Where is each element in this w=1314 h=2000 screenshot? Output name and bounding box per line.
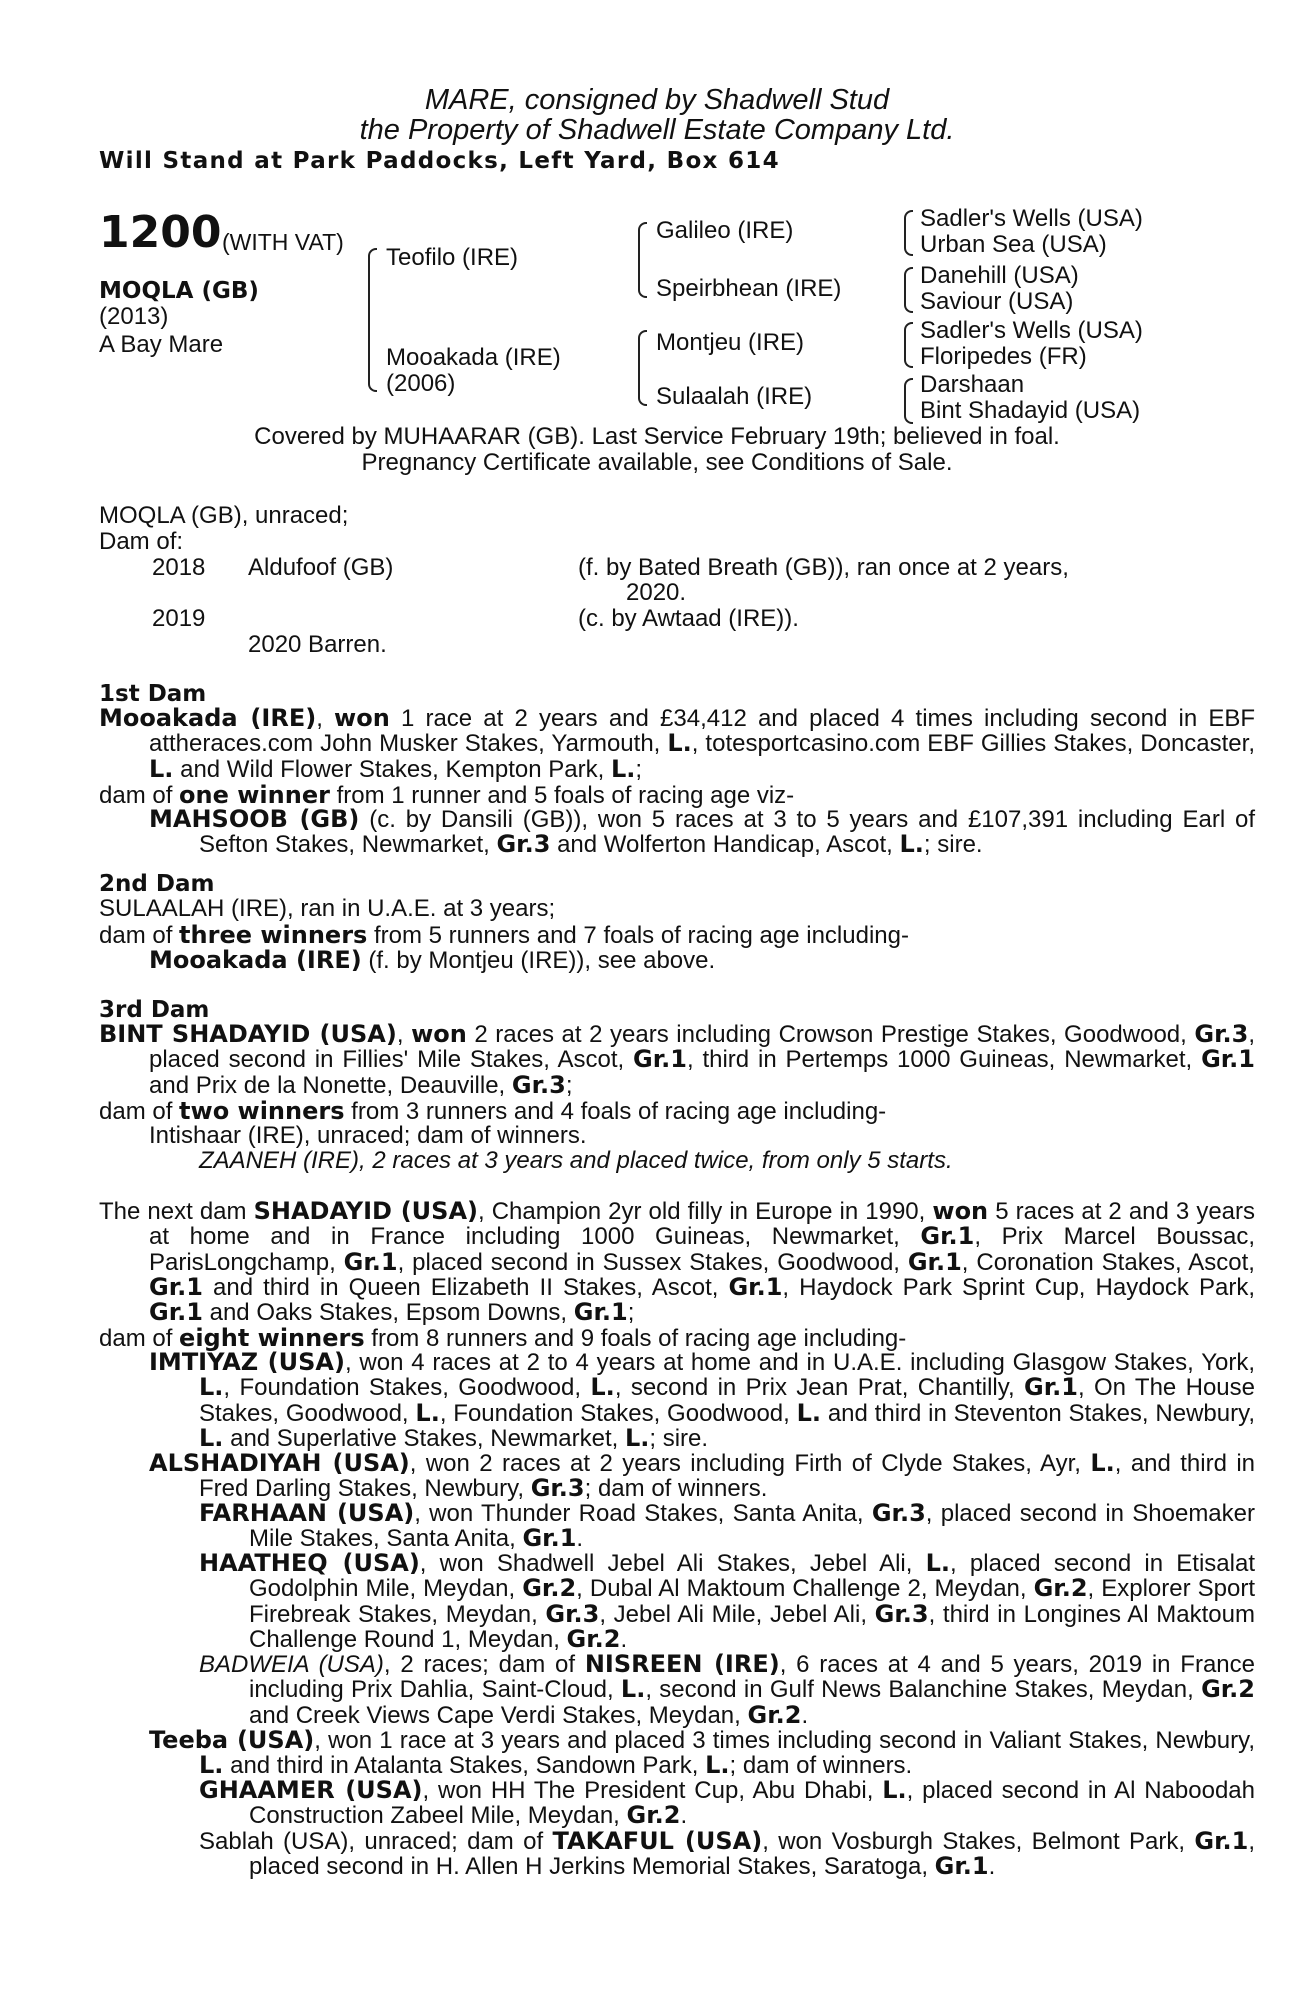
produce-dam-of: Dam of: bbox=[99, 528, 184, 555]
section-heading-3rd-dam: 3rd Dam bbox=[99, 997, 210, 1023]
pedigree-sire: Teofilo (IRE) bbox=[386, 244, 519, 271]
pedigree-ddd: Bint Shadayid (USA) bbox=[920, 397, 1141, 424]
lot-number: 1200 bbox=[99, 207, 222, 258]
dam1-produce-summary: dam of one winner from 1 runner and 5 foals of racing age viz- bbox=[99, 781, 795, 809]
next-dam-produce-summary: dam of eight winners from 8 runners and 9 foals of racing age including- bbox=[99, 1324, 907, 1352]
dam2-offspring-mooakada: Mooakada (IRE) (f. by Montjeu (IRE)), see above. bbox=[149, 946, 716, 974]
offspring-ghaamer: GHAAMER (USA), won HH The President Cup, Abu Dhabi, L., placed second in Al Naboodah Construction Zabeel Mile, Meydan, Gr.2. bbox=[199, 1776, 1255, 1830]
horse-name: MOQLA (GB) bbox=[99, 278, 259, 304]
pedigree-dds: Darshaan bbox=[920, 371, 1025, 398]
pedigree-bracket bbox=[904, 267, 913, 313]
offspring-imtiyaz: IMTIYAZ (USA), won 4 races at 2 to 4 years at home and in U.A.E. including Glasgow Stakes, York, L., Foundation Stakes, Goodwood, L., second in Prix Jean Prat, Chantilly, Gr.1, On The House Stakes, Goodwood, L., Foundation Stakes, Goodwood, L. and third in Steventon Stakes, Newbury, L. and Superlative Stakes, Newmarket, L.; sire. bbox=[149, 1348, 1256, 1452]
pedigree-dam: Mooakada (IRE) bbox=[386, 344, 561, 371]
pedigree-dsd: Floripedes (FR) bbox=[920, 343, 1087, 370]
pedigree-bracket bbox=[638, 330, 647, 406]
pedigree-sire-sire: Galileo (IRE) bbox=[656, 217, 794, 244]
pedigree-sire-dam: Speirbhean (IRE) bbox=[656, 275, 842, 302]
produce-note-2018: (f. by Bated Breath (GB)), ran once at 2 years, bbox=[578, 554, 1069, 581]
dam3-offspring-intishaar: Intishaar (IRE), unraced; dam of winners. bbox=[149, 1122, 587, 1149]
covered-line-1: Covered by MUHAARAR (GB). Last Service February 19th; believed in foal. bbox=[254, 423, 1060, 450]
horse-year: (2013) bbox=[99, 303, 169, 330]
pedigree-bracket bbox=[904, 322, 913, 368]
dam3-produce-summary: dam of two winners from 3 runners and 4 foals of racing age including- bbox=[99, 1097, 887, 1125]
header-line-1: MARE, consigned by Shadwell Stud bbox=[424, 84, 890, 116]
pedigree-dam-dam: Sulaalah (IRE) bbox=[656, 383, 813, 410]
pedigree-dam-sire: Montjeu (IRE) bbox=[656, 329, 805, 356]
pedigree-ssd: Urban Sea (USA) bbox=[920, 231, 1107, 258]
next-dam-record: The next dam SHADAYID (USA), Champion 2yr old filly in Europe in 1990, won 5 races at 2 and 3 years at home and in France including 1000 Guineas, Newmarket, Gr.1, Prix Marcel Boussac, ParisLongchamp, Gr.1, placed second in Sussex Stakes, Goodwood, Gr.1, Coronation Stakes, Ascot, Gr.1 and third in Queen Elizabeth II Stakes, Ascot, Gr.1, Haydock Park Sprint Cup, Haydock Park, Gr.1 and Oaks Stakes, Epsom Downs, Gr.1; bbox=[99, 1197, 1255, 1327]
offspring-alshadiyah: ALSHADIYAH (USA), won 2 races at 2 years including Firth of Clyde Stakes, Ayr, L., and third in Fred Darling Stakes, Newbury, Gr.3; dam of winners. bbox=[149, 1449, 1256, 1503]
offspring-farhaan: FARHAAN (USA), won Thunder Road Stakes, Santa Anita, Gr.3, placed second in Shoemaker Mile Stakes, Santa Anita, Gr.1. bbox=[199, 1499, 1255, 1553]
produce-year-2018: 2018 bbox=[152, 554, 206, 581]
covered-line-2: Pregnancy Certificate available, see Conditions of Sale. bbox=[361, 449, 953, 476]
produce-barren: 2020 Barren. bbox=[248, 631, 387, 658]
offspring-haatheq: HAATHEQ (USA), won Shadwell Jebel Ali Stakes, Jebel Ali, L., placed second in Etisalat Godolphin Mile, Meydan, Gr.2, Dubal Al Maktoum Challenge 2, Meydan, Gr.2, Explorer Sport Firebreak Stakes, Meydan, Gr.3, Jebel Ali Mile, Jebel Ali, Gr.3, third in Longines Al Maktoum Challenge Round 1, Meydan, Gr.2. bbox=[199, 1549, 1255, 1653]
dam3-record: BINT SHADAYID (USA), won 2 races at 2 years including Crowson Prestige Stakes, Goodwood, Gr.3, placed second in Fillies' Mile Stakes, Ascot, Gr.1, third in Pertemps 1000 Guineas, Newmarket, Gr.1 and Prix de la Nonette, Deauville, Gr.3; bbox=[99, 1020, 1255, 1099]
offspring-badweia: BADWEIA (USA), 2 races; dam of NISREEN (IRE), 6 races at 4 and 5 years, 2019 in France including Prix Dahlia, Saint-Cloud, L., second in Gulf News Balanchine Stakes, Meydan, Gr.2 and Creek Views Cape Verdi Stakes, Meydan, Gr.2. bbox=[199, 1650, 1255, 1729]
produce-intro: MOQLA (GB), unraced; bbox=[99, 502, 349, 529]
dam3-offspring-zaaneh: ZAANEH (IRE), 2 races at 3 years and placed twice, from only 5 starts. bbox=[199, 1147, 953, 1174]
offspring-sablah: Sablah (USA), unraced; dam of TAKAFUL (USA), won Vosburgh Stakes, Belmont Park, Gr.1, placed second in H. Allen H Jerkins Memorial Stakes, Saratoga, Gr.1. bbox=[199, 1827, 1256, 1881]
vat-label: (WITH VAT) bbox=[222, 229, 344, 255]
offspring-teeba: Teeba (USA), won 1 race at 3 years and placed 3 times including second in Valiant Stakes, Newbury, L. and third in Atalanta Stakes, Sandown Park, L.; dam of winners. bbox=[149, 1726, 1255, 1780]
pedigree-bracket bbox=[638, 222, 647, 298]
pedigree-sss: Sadler's Wells (USA) bbox=[920, 205, 1143, 232]
dam1-offspring-mahsoob: MAHSOOB (GB) (c. by Dansili (GB)), won 5 races at 3 to 5 years and £107,391 including Earl of Sefton Stakes, Newmarket, Gr.3 and Wolferton Handicap, Ascot, L.; sire. bbox=[149, 805, 1255, 859]
pedigree-sds: Danehill (USA) bbox=[920, 262, 1079, 289]
pedigree-dss: Sadler's Wells (USA) bbox=[920, 317, 1143, 344]
section-heading-1st-dam: 1st Dam bbox=[99, 681, 207, 707]
dam1-record: Mooakada (IRE), won 1 race at 2 years and £34,412 and placed 4 times including second in EBF attheraces.com John Musker Stakes, Yarmouth, L., totesportcasino.com EBF Gillies Stakes, Doncaster, L. and Wild Flower Stakes, Kempton Park, L.; bbox=[99, 704, 1256, 783]
dam2-produce-summary: dam of three winners from 5 runners and 7 foals of racing age including- bbox=[99, 921, 909, 949]
header-line-2: the Property of Shadwell Estate Company Ltd. bbox=[359, 114, 955, 146]
header-line-3: Will Stand at Park Paddocks, Left Yard, Box 614 bbox=[99, 148, 780, 174]
pedigree-bracket bbox=[368, 248, 377, 392]
section-heading-2nd-dam: 2nd Dam bbox=[99, 871, 215, 897]
pedigree-bracket bbox=[904, 210, 913, 256]
produce-name-2018: Aldufoof (GB) bbox=[248, 554, 394, 581]
pedigree-sdd: Saviour (USA) bbox=[920, 288, 1074, 315]
pedigree-dam-year: (2006) bbox=[386, 370, 456, 397]
dam2-record: SULAALAH (IRE), ran in U.A.E. at 3 years; bbox=[99, 895, 556, 922]
produce-year-2019: 2019 bbox=[152, 605, 206, 632]
pedigree-bracket bbox=[904, 378, 913, 424]
produce-note-2019: (c. by Awtaad (IRE)). bbox=[578, 605, 799, 632]
horse-description: A Bay Mare bbox=[99, 331, 224, 358]
produce-note2-2018: 2020. bbox=[626, 579, 687, 606]
